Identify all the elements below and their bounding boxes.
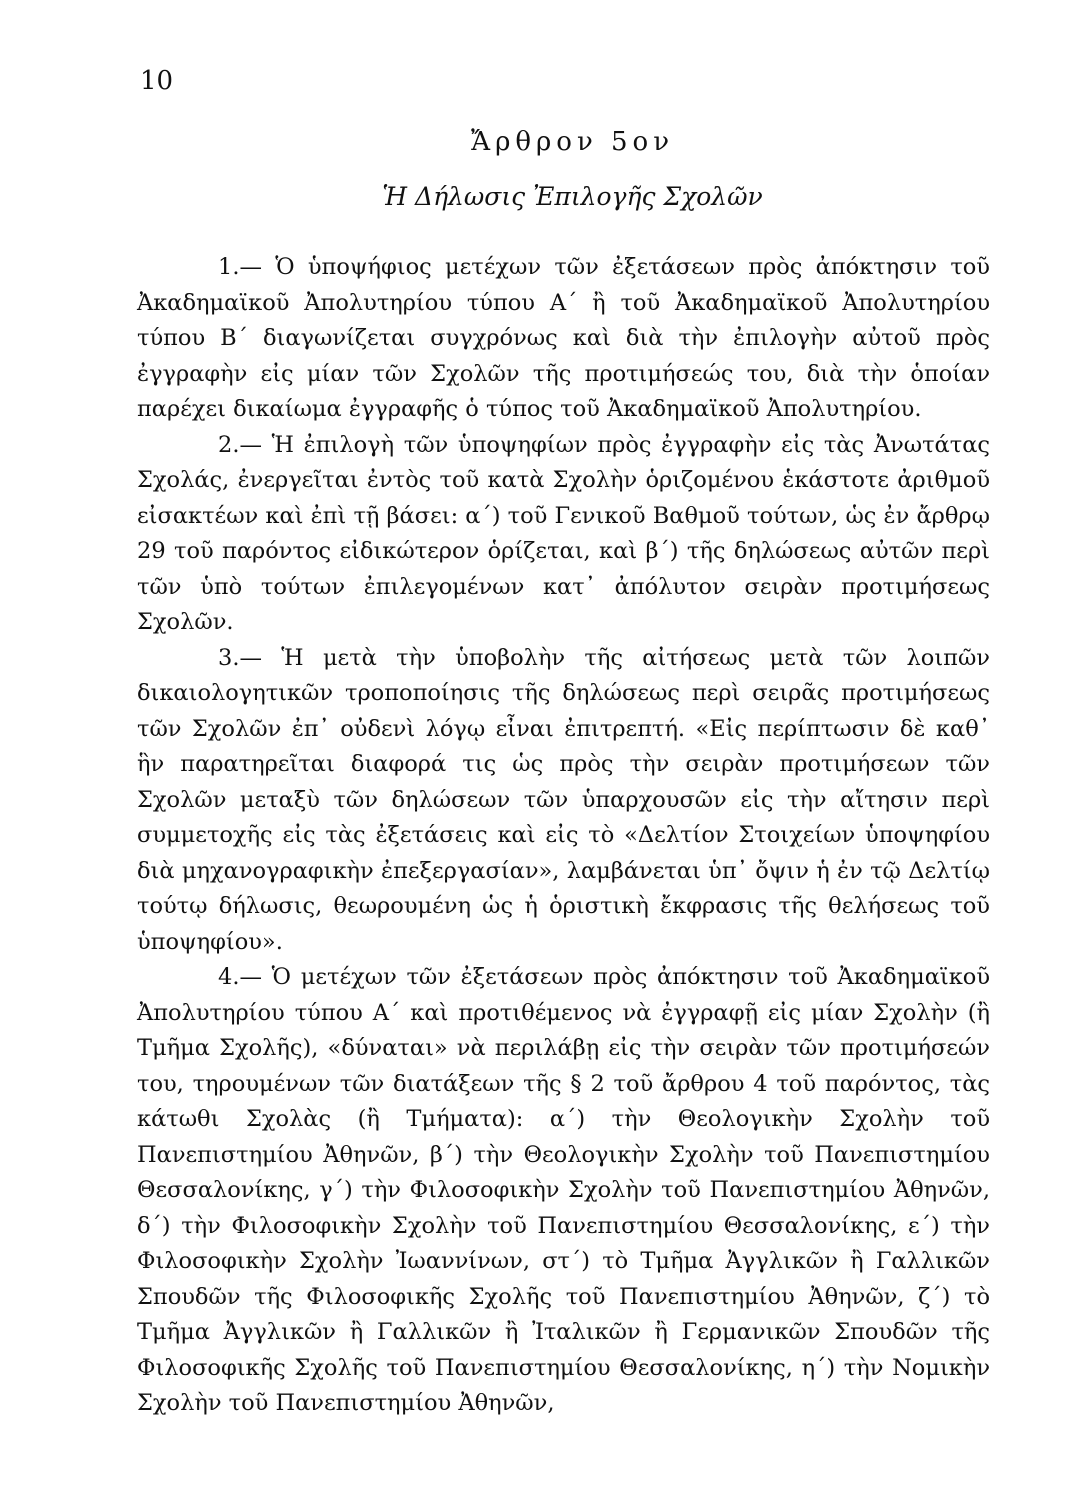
page-number: 10 [140, 66, 174, 96]
article-heading: Ἄρθρον 5ον [470, 127, 675, 157]
article-body [137, 250, 990, 1422]
paragraph-2: 2.— Ἡ ἐπιλογὴ τῶν ὑποψηφίων πρὸς ἐγγραφὴν εἰς τὰς Ἀνωτάτας Σχολάς, ἐνεργεῖται ἐντὸς τοῦ κατὰ Σχολὴν ὁριζομένου ἑκάστοτε ἀριθμοῦ εἰσακτέων καὶ ἐπὶ τῇ βάσει: α΄) τοῦ Γενικοῦ Βαθμοῦ τούτων, ὡς ἐν ἄρθρῳ 29 τοῦ παρόντος εἰδικώτερον ὁρίζεται, καὶ β΄) τῆς δηλώσεως αὐτῶν περὶ τῶν ὑπὸ τούτων ἐπιλεγομένων κατ᾽ ἀπόλυτον σειρὰν προτιμήσεως Σχολῶν. [137, 431, 990, 635]
article-subtitle: Ἡ Δήλωσις Ἐπιλογῆς Σχολῶν [382, 182, 763, 211]
paragraph-1: 1.— Ὁ ὑποψήφιος μετέχων τῶν ἐξετάσεων πρὸς ἀπόκτησιν τοῦ Ἀκαδημαϊκοῦ Ἀπολυτηρίου τύπου Α΄ ἢ τοῦ Ἀκαδημαϊκοῦ Ἀπολυτηρίου τύπου Β΄ διαγωνίζεται συγχρόνως καὶ διὰ τὴν ἐπιλογὴν αὐτοῦ πρὸς ἐγγραφὴν εἰς μίαν τῶν Σχολῶν τῆς προτιμήσεώς του, διὰ τὴν ὁποίαν παρέχει δικαίωμα ἐγγραφῆς ὁ τύπος τοῦ Ἀκαδημαϊκοῦ Ἀπολυτηρίου. [137, 254, 990, 422]
paragraph-3: 3.— Ἡ μετὰ τὴν ὑποβολὴν τῆς αἰτήσεως μετὰ τῶν λοιπῶν δικαιολογητικῶν τροποποίησις τῆς δηλώσεως περὶ σειρᾶς προτιμήσεως τῶν Σχολῶν ἐπ᾽ οὐδενὶ λόγῳ εἶναι ἐπιτρεπτή. «Εἰς περίπτωσιν δὲ καθ᾽ ἣν παρατηρεῖται διαφορά τις ὡς πρὸς τὴν σειρὰν προτιμήσεων τῶν Σχολῶν μεταξὺ τῶν δηλώσεων τῶν ὑπαρχουσῶν εἰς τὴν αἴτησιν περὶ συμμετοχῆς εἰς τὰς ἐξετάσεις καὶ εἰς τὸ «Δελτίον Στοιχείων ὑποψηφίου διὰ μηχανογραφικὴν ἐπεξεργασίαν», λαμβάνεται ὑπ᾽ ὄψιν ἡ ἐν τῷ Δελτίῳ τούτῳ δήλωσις, θεωρουμένη ὡς ἡ ὁριστικὴ ἔκφρασις τῆς θελήσεως τοῦ ὑποψηφίου». [137, 644, 990, 955]
paragraph-4: 4.— Ὁ μετέχων τῶν ἐξετάσεων πρὸς ἀπόκτησιν τοῦ Ἀκαδημαϊκοῦ Ἀπολυτηρίου τύπου Α΄ καὶ προτιθέμενος νὰ ἐγγραφῇ εἰς μίαν Σχολὴν (ἢ Τμῆμα Σχολῆς), «δύναται» νὰ περιλάβῃ εἰς τὴν σειρὰν τῶν προτιμήσεών του, τηρουμένων τῶν διατάξεων τῆς § 2 τοῦ ἄρθρου 4 τοῦ παρόντος, τὰς κάτωθι Σχολὰς (ἢ Τμήματα): α΄) τὴν Θεολογικὴν Σχολὴν τοῦ Πανεπιστημίου Ἀθηνῶν, β΄) τὴν Θεολογικὴν Σχολὴν τοῦ Πανεπιστημίου Θεσσαλονίκης, γ΄) τὴν Φιλοσοφικὴν Σχολὴν τοῦ Πανεπιστημίου Ἀθηνῶν, δ΄) τὴν Φιλοσοφικὴν Σχολὴν τοῦ Πανεπιστημίου Θεσσαλονίκης, ε΄) τὴν Φιλοσοφικὴν Σχολὴν Ἰωαννίνων, στ΄) τὸ Τμῆμα Ἀγγλικῶν ἢ Γαλλικῶν Σπουδῶν τῆς Φιλοσοφικῆς Σχολῆς τοῦ Πανεπιστημίου Ἀθηνῶν, ζ΄) τὸ Τμῆμα Ἀγγλικῶν ἢ Γαλλικῶν ἢ Ἰταλικῶν ἢ Γερμανικῶν Σπουδῶν τῆς Φιλοσοφικῆς Σχολῆς τοῦ Πανεπιστημίου Θεσσαλονίκης, η΄) τὴν Νομικὴν Σχολὴν τοῦ Πανεπιστημίου Ἀθηνῶν, [137, 964, 990, 1416]
